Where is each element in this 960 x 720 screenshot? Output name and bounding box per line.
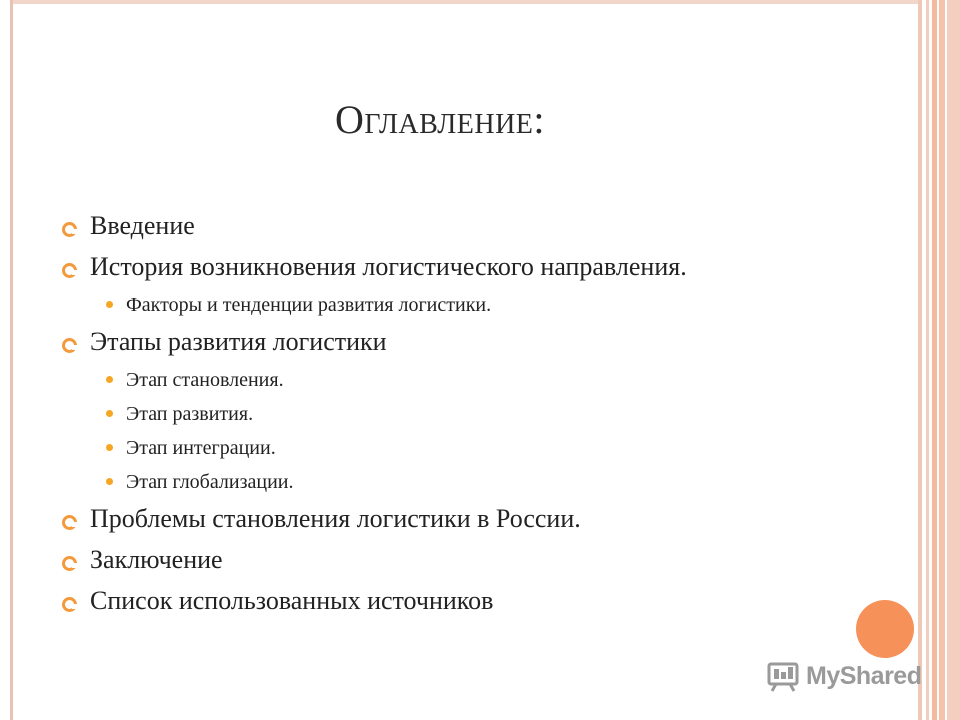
toc-item <box>60 251 880 283</box>
toc-item-text: Этапы развития логистики <box>90 327 387 356</box>
toc-item-text: Список использованных источников <box>90 586 494 615</box>
table-of-contents <box>60 210 880 626</box>
ring-bullet-icon <box>62 263 77 278</box>
toc-subitem <box>60 469 880 495</box>
toc-item <box>60 544 880 576</box>
toc-item-text: Введение <box>90 211 195 240</box>
toc-subitem-text: Этап глобализации. <box>126 471 294 493</box>
toc-subitem <box>60 292 880 318</box>
dot-bullet-icon <box>106 410 113 417</box>
ring-bullet-icon <box>62 515 77 530</box>
toc-item-text: Проблемы становления логистики в России. <box>90 504 581 533</box>
toc-item <box>60 210 880 242</box>
slide-title: Оглавление: <box>334 97 546 142</box>
dot-bullet-icon <box>106 376 113 383</box>
ring-bullet-icon <box>62 338 77 353</box>
ring-bullet-icon <box>62 597 77 612</box>
watermark <box>766 656 921 696</box>
toc-subitem-text: Этап интеграции. <box>126 437 276 459</box>
decor-circle <box>856 600 914 658</box>
toc-item <box>60 503 880 535</box>
dot-bullet-icon <box>106 478 113 485</box>
decor-stripe <box>939 0 945 720</box>
toc-item <box>60 326 880 358</box>
dot-bullet-icon <box>106 444 113 451</box>
toc-item <box>60 585 880 617</box>
toc-subitem-text: Факторы и тенденции развития логистики. <box>126 294 492 316</box>
dot-bullet-icon <box>106 301 113 308</box>
toc-subitem-text: Этап развития. <box>126 403 254 425</box>
toc-subitem <box>60 435 880 461</box>
ring-bullet-icon <box>62 222 77 237</box>
decor-stripe <box>918 0 922 720</box>
decor-stripe <box>926 0 929 720</box>
toc-subitem <box>60 401 880 427</box>
toc-subitem-text: Этап становления. <box>126 369 284 391</box>
myshared-logo-icon <box>766 658 802 694</box>
toc-item-text: Заключение <box>90 545 223 574</box>
ring-bullet-icon <box>62 556 77 571</box>
toc-item-text: История возникновения логистического направления. <box>90 252 687 281</box>
decor-stripe <box>947 0 960 720</box>
toc-subitem <box>60 367 880 393</box>
decor-stripe <box>932 0 937 720</box>
watermark-text: MyShared <box>806 661 922 690</box>
